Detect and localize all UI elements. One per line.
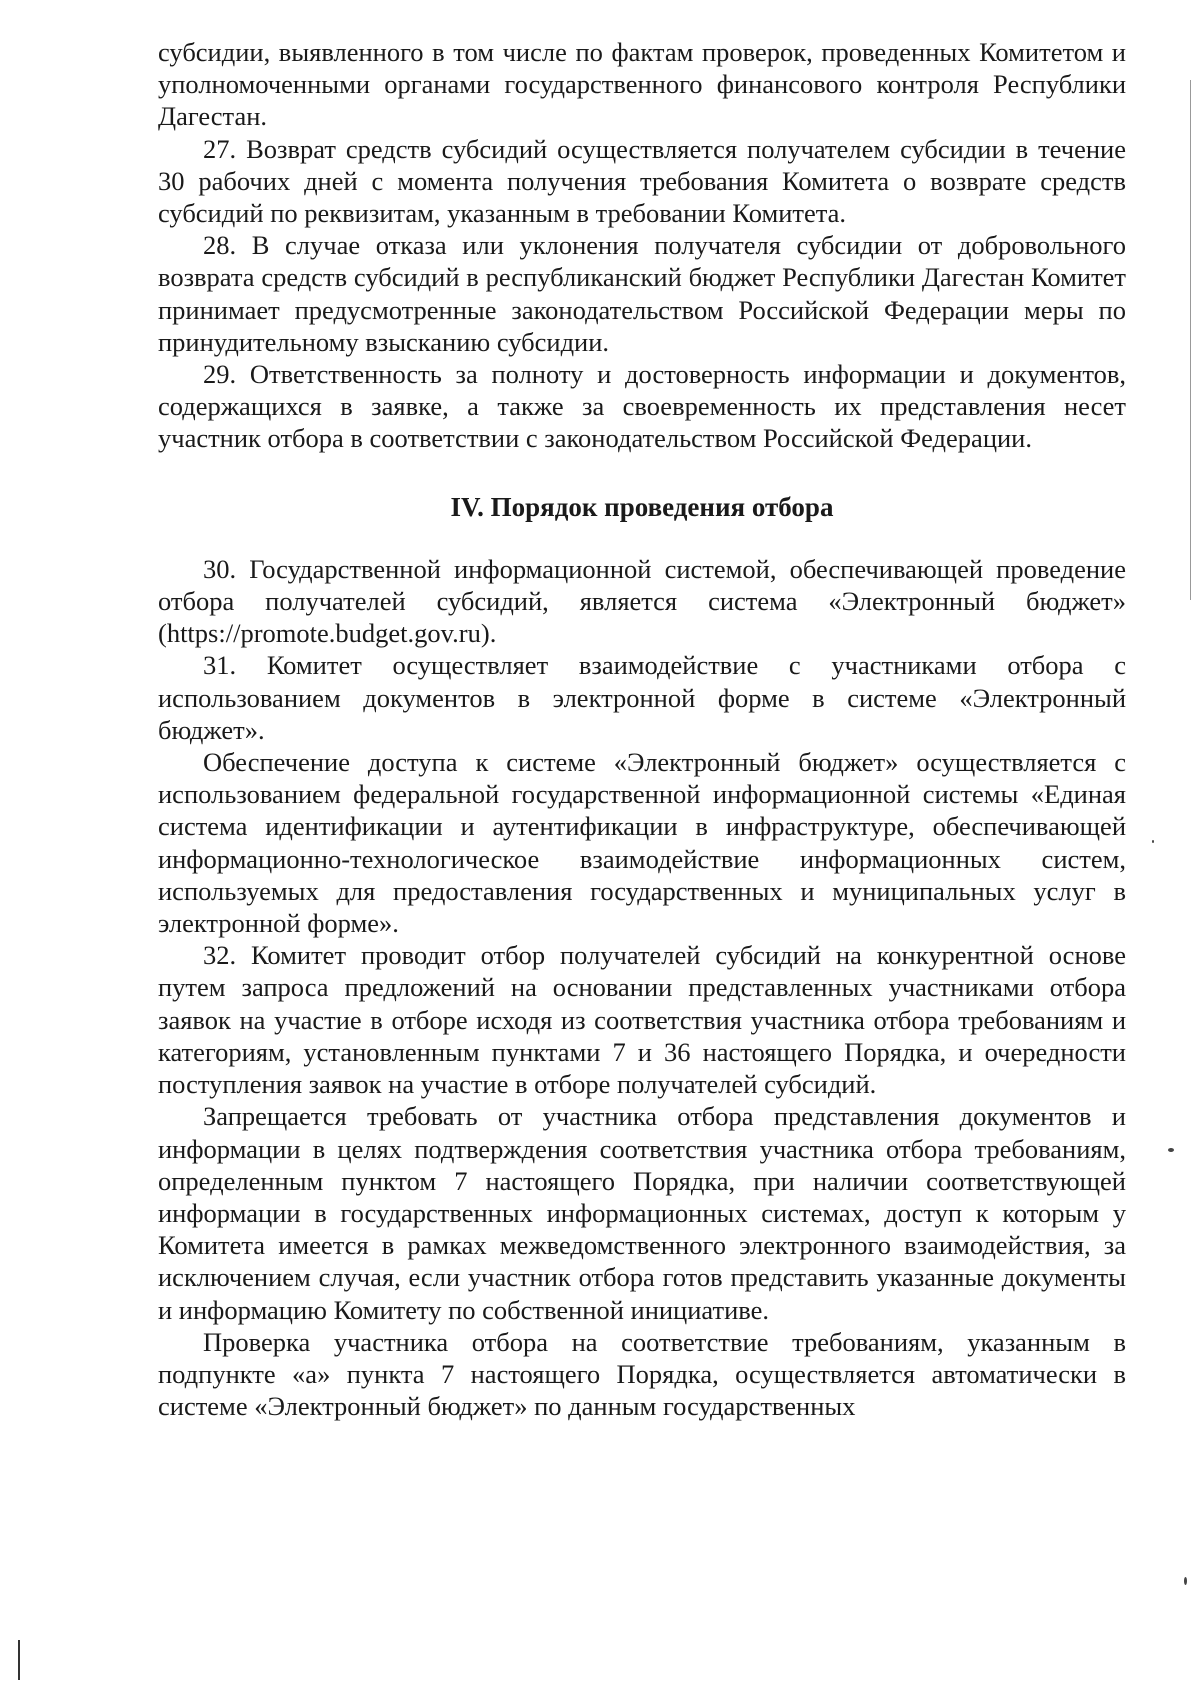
- scan-speck: [1184, 1577, 1187, 1585]
- paragraph-32: 32. Комитет проводит отбор получателей субсидий на конкурентной основе путем запроса предложений на основании представленных участниками отбора заявок на участие в отборе исходя из соответствия участника отбора требованиям и категориям, установленным пунктами 7 и 36 настоящего Порядка, и очередности поступления заявок на участие в отборе получателей субсидий.: [158, 940, 1126, 1100]
- paragraph-28: 28. В случае отказа или уклонения получателя субсидии от добровольного возврата средств субсидий в республиканский бюджет Республики Дагестан Комитет принимает предусмотренные законодательством Российской Федерации меры по принудительному взысканию субсидии.: [158, 230, 1126, 357]
- scan-edge-line-left-bottom: [18, 1640, 20, 1680]
- paragraph-27: 27. Возврат средств субсидий осуществляется получателем субсидии в течение 30 рабочих дней с момента получения требования Комитета о возврате средств субсидий по реквизитам, указанным в требовании Комитета.: [158, 133, 1126, 229]
- paragraph-32-check: Проверка участника отбора на соответствие требованиям, указанным в подпункте «а» пункта 7 настоящего Порядка, осуществляется автоматически в системе «Электронный бюджет» по данным государственных: [158, 1326, 1126, 1422]
- paragraph-30: 30. Государственной информационной системой, обеспечивающей проведение отбора получателей субсидий, является система «Электронный бюджет» (https://promote.budget.gov.ru).: [158, 553, 1126, 649]
- paragraph-31-access: Обеспечение доступа к системе «Электронный бюджет» осуществляется с использованием федеральной государственной информационной системы «Единая система идентификации и аутентификации в инфраструктуре, обеспечивающей информационно-технологическое взаимодействие информационных систем, используемых для предоставления государственных и муниципальных услуг в электронной форме».: [158, 747, 1126, 939]
- scan-speck: [1168, 1148, 1174, 1152]
- scan-edge-line-right: [1190, 80, 1191, 600]
- paragraph-29: 29. Ответственность за полноту и достоверность информации и документов, содержащихся в заявке, а также за своевременность их представления несет участник отбора в соответствии с законодательством Российской Федерации.: [158, 359, 1126, 454]
- paragraph-31: 31. Комитет осуществляет взаимодействие с участниками отбора с использованием документов в электронной форме в системе «Электронный бюджет».: [158, 650, 1126, 745]
- scan-speck: [1152, 840, 1154, 843]
- document-page: [158, 36, 1126, 1422]
- section-heading: IV. Порядок проведения отбора: [450, 491, 834, 522]
- paragraph-continuation: субсидии, выявленного в том числе по фактам проверок, проведенных Комитетом и уполномоченными органами государственного финансового контроля Республики Дагестан.: [158, 37, 1126, 132]
- paragraph-32-prohibition: Запрещается требовать от участника отбора представления документов и информации в целях подтверждения соответствия участника отбора требованиям, определенным пунктом 7 настоящего Порядка, при наличии соответствующей информации в государственных информационных системах, доступ к которым у Комитета имеется в рамках межведомственного электронного взаимодействия, за исключением случая, если участник отбора готов представить указанные документы и информацию Комитету по собственной инициативе.: [158, 1101, 1126, 1325]
